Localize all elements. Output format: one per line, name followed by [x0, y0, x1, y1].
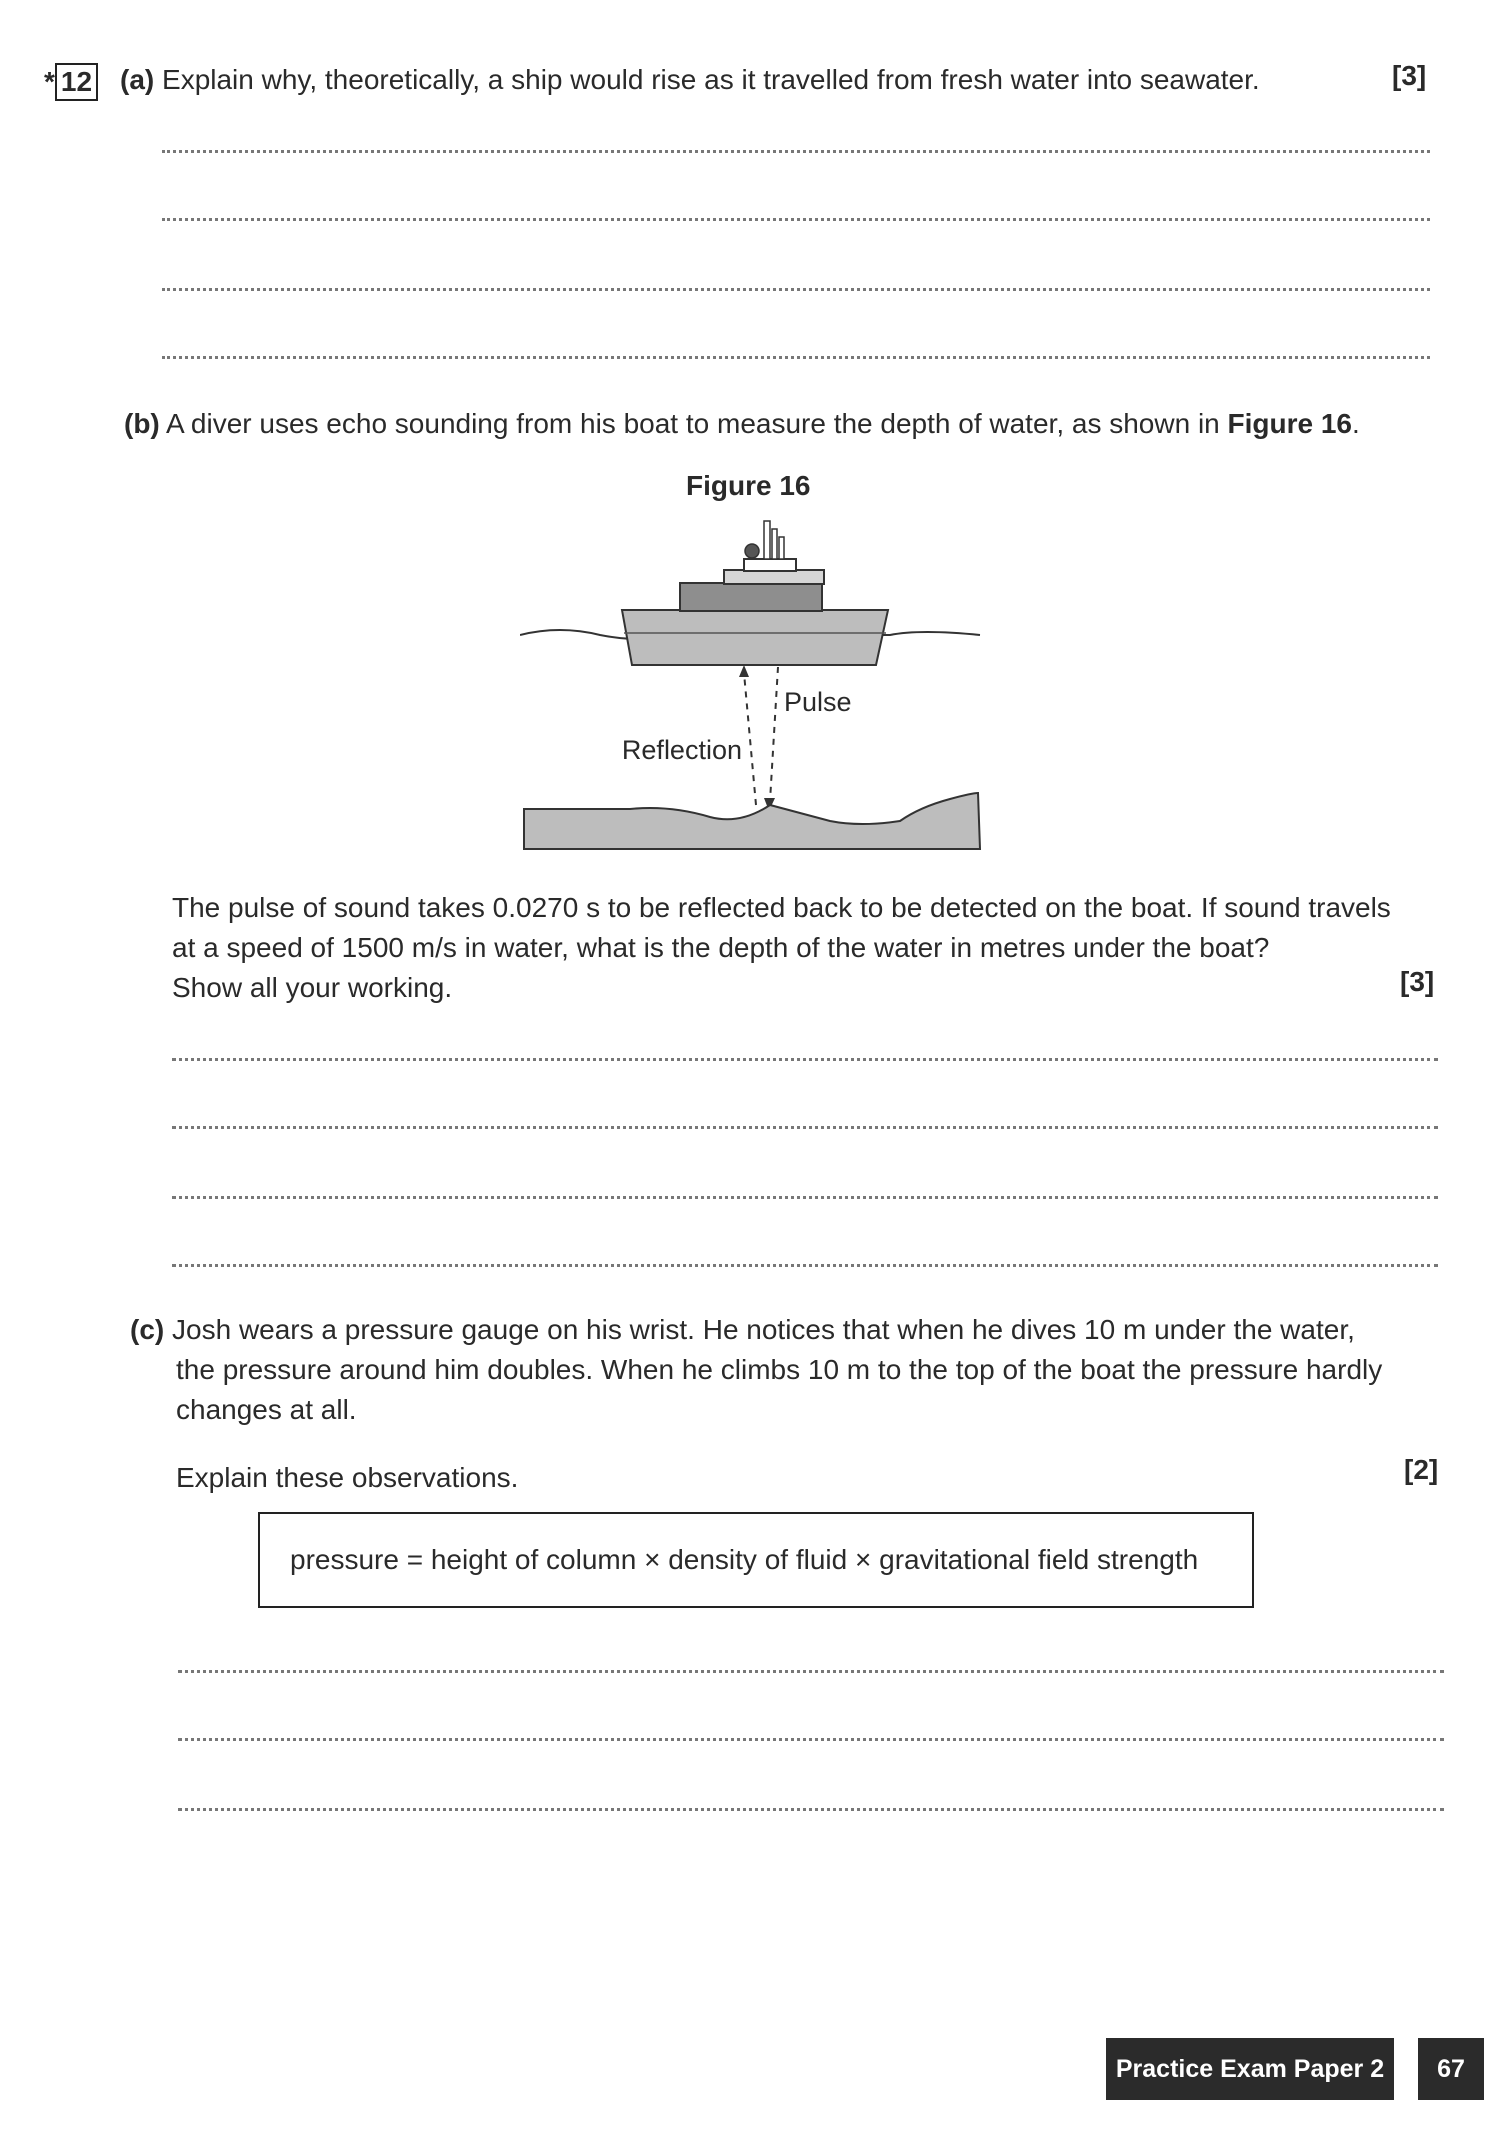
part-c-marks: [2]: [1404, 1454, 1439, 1485]
part-b-question: [124, 404, 1360, 444]
boat-mast-icon: [745, 544, 759, 558]
boat-deck: [724, 570, 824, 584]
part-b-text-before: A diver uses echo sounding from his boat to measure the depth of water, as shown in: [166, 408, 1228, 439]
answer-line[interactable]: [162, 218, 1430, 221]
answer-line[interactable]: [178, 1738, 1444, 1741]
part-a-marks: [3]: [1392, 60, 1427, 91]
footer-paper-label: Practice Exam Paper 2: [1106, 2038, 1394, 2100]
part-b-line-2: at a speed of 1500 m/s in water, what is the depth of the water in metres under the boat?: [172, 932, 1270, 963]
part-b-body: [172, 888, 1391, 1008]
answer-line[interactable]: [178, 1670, 1444, 1673]
question-number: 12: [55, 63, 98, 101]
question-header: [44, 62, 98, 102]
part-c-instruction: Explain these observations.: [176, 1462, 519, 1493]
part-a-question: [120, 60, 1260, 100]
answer-line[interactable]: [162, 150, 1430, 153]
part-a-label: (a): [120, 64, 155, 95]
pressure-formula: pressure = height of column × density of fluid × gravitational field strength: [290, 1544, 1199, 1575]
part-b-line-3: Show all your working.: [172, 972, 453, 1003]
answer-line[interactable]: [172, 1264, 1438, 1267]
reflection-label: Reflection: [621, 735, 742, 765]
reflection-arrow-icon: [739, 665, 749, 677]
part-c-question: [130, 1310, 1382, 1430]
part-c-line-3: changes at all.: [176, 1394, 357, 1425]
figure-title: Figure 16: [686, 470, 811, 501]
part-b-line-1: The pulse of sound takes 0.0270 s to be reflected back to be detected on the boat. If sound travels: [172, 892, 1391, 923]
part-b-text-after: .: [1352, 408, 1360, 439]
answer-line[interactable]: [172, 1058, 1438, 1061]
answer-line[interactable]: [172, 1126, 1438, 1129]
pressure-formula-box: [258, 1512, 1254, 1608]
boat-cabin: [680, 583, 822, 611]
boat-hull: [622, 610, 888, 665]
part-c-line-1: Josh wears a pressure gauge on his wrist. He notices that when he dives 10 m under the water,: [172, 1314, 1355, 1345]
answer-line[interactable]: [178, 1808, 1444, 1811]
part-c-label: (c): [130, 1314, 165, 1345]
part-a-text: Explain why, theoretically, a ship would rise as it travelled from fresh water into seawater.: [162, 64, 1260, 95]
part-b-figure-ref: Figure 16: [1227, 408, 1352, 439]
answer-line[interactable]: [162, 288, 1430, 291]
pulse-label: Pulse: [784, 687, 852, 717]
part-c-line-2: the pressure around him doubles. When he climbs 10 m to the top of the boat the pressure hardly: [176, 1354, 1383, 1385]
seabed: [524, 793, 980, 849]
answer-line[interactable]: [172, 1196, 1438, 1199]
part-b-marks: [3]: [1400, 966, 1435, 997]
reflection-path: [744, 673, 756, 805]
part-b-label: (b): [124, 408, 160, 439]
footer-page-number: 67: [1418, 2038, 1484, 2100]
answer-line[interactable]: [162, 356, 1430, 359]
question-star: *: [44, 66, 55, 97]
pulse-path: [770, 667, 778, 801]
figure-16-diagram: [520, 515, 990, 855]
